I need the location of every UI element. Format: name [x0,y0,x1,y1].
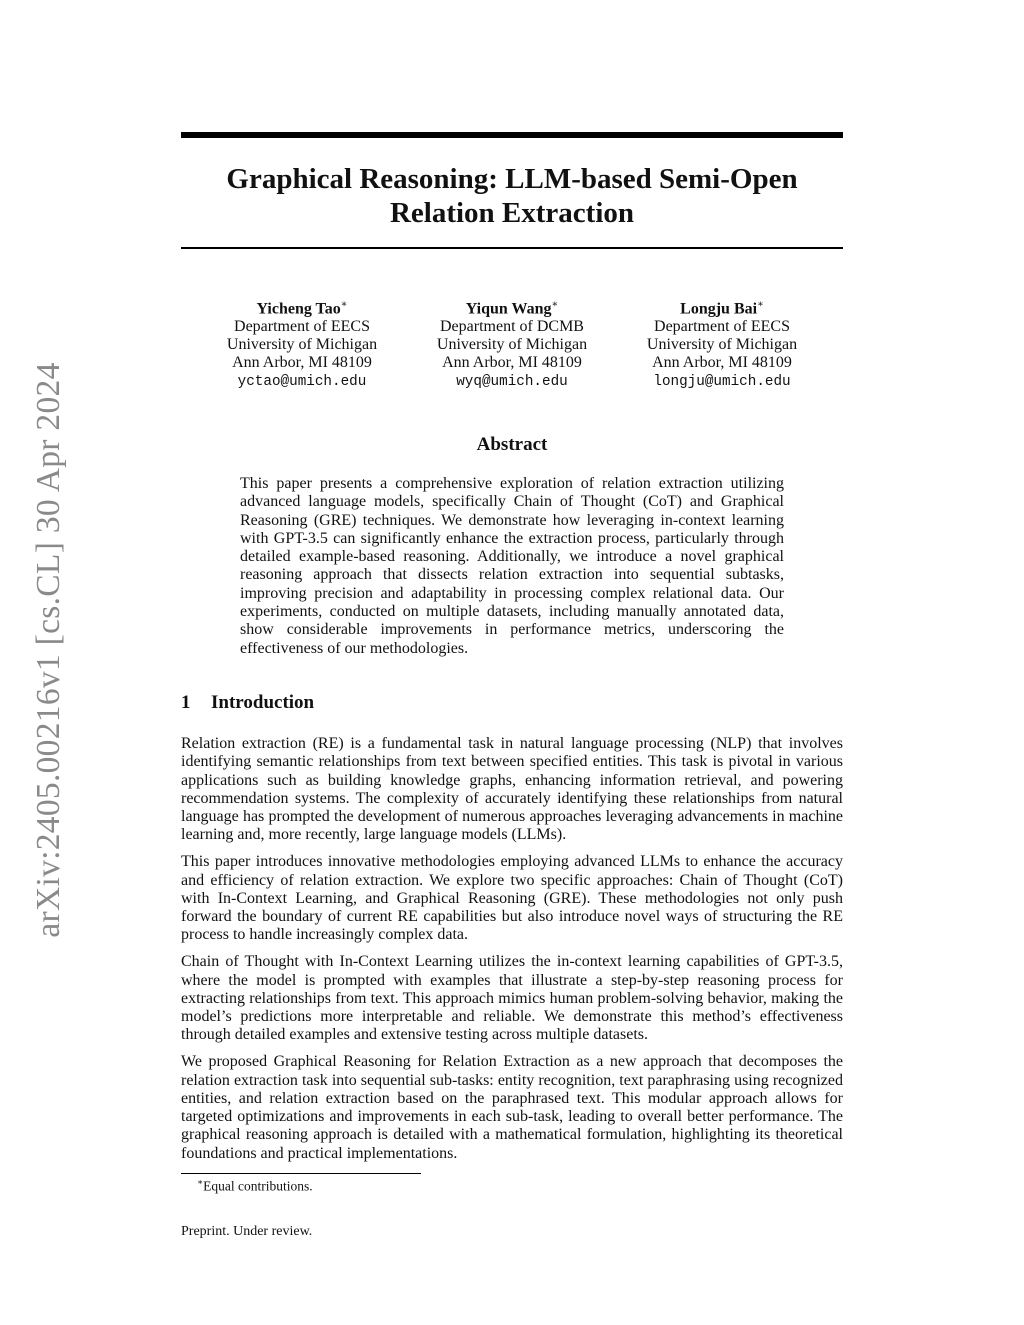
paragraph: Chain of Thought with In-Context Learning utilizes the in-context learning capabilities of GPT-3.5, where the model is prompted with examples that illustrate a step-by-step reasoning process for extracting relationships from text. This approach mimics human problem-solving behavior, making the model’s predictions more interpretable and reliable. We demonstrate this method’s effectiveness through detailed examples and extensive testing across multiple datasets. [181,953,843,1044]
abstract-heading: Abstract [476,434,548,455]
author-name: Yicheng Tao∗ [256,299,348,318]
paragraph: We proposed Graphical Reasoning for Relation Extraction as a new approach that decomposes the relation extraction task into sequential sub-tasks: entity recognition, text paraphrasing using recognized entities, and relation extraction based on the paraphrased text. This modular approach allows for targeted optimizations and improvements in each sub-task, leading to overall better performance. The graphical reasoning approach is detailed with a mathematical formulation, highlighting its theoretical foundations and practical implementations. [181,1053,843,1162]
author-department: Department of EECS [654,318,790,336]
title-top-rule [181,132,843,138]
author-address: Ann Arbor, MI 48109 [442,354,582,372]
author-name: Longju Bai∗ [680,299,764,318]
author-email: longju@umich.edu [653,374,791,391]
footnote-rule [181,1173,421,1174]
section-heading-introduction [181,692,314,714]
author-department: Department of DCMB [440,318,584,336]
footnote [197,1177,313,1195]
author-address: Ann Arbor, MI 48109 [652,354,792,372]
introduction-body [181,735,843,1172]
abstract-text: This paper presents a comprehensive exploration of relation extraction utilizing advanced language models, specifically Chain of Thought (CoT) and Graphical Reasoning (GRE) techniques. We demonstrate how leveraging in-context learning with GPT-3.5 can significantly enhance the extraction process, particularly through detailed example-based reasoning. Additionally, we introduce a novel graphical reasoning approach that dissects relation extraction into sequential subtasks, improving precision and adaptability in processing complex relational data. Our experiments, conducted on multiple datasets, including manually annotated data, show considerable improvements in performance metrics, underscoring the effectiveness of our methodologies. [240,475,784,657]
author-email: yctao@umich.edu [237,374,367,391]
author-university: University of Michigan [646,336,798,354]
author-email: wyq@umich.edu [456,374,568,391]
title-bottom-rule [181,247,843,249]
title-line-2: Relation Extraction [389,197,635,229]
author-university: University of Michigan [226,336,378,354]
paragraph: Relation extraction (RE) is a fundamental task in natural language processing (NLP) that involves identifying semantic relationships from text between specified entities. This task is pivotal in various applications such as building knowledge graphs, enhancing information retrieval, and powering recommendation systems. The complexity of accurately identifying these relationships from natural language has prompted the development of numerous approaches leveraging advancements in machine learning and, more recently, large language models (LLMs). [181,735,843,844]
footnote-mark: ∗ [197,1177,204,1187]
paragraph: This paper introduces innovative methodologies employing advanced LLMs to enhance the accuracy and efficiency of relation extraction. We explore two specific approaches: Chain of Thought (CoT) with In-Context Learning, and Graphical Reasoning (GRE). These methodologies not only push forward the boundary of current RE capabilities but also introduce novel ways of structuring the RE process to handle increasingly complex data. [181,853,843,944]
footnote-text: Equal contributions. [203,1178,313,1194]
section-title: Introduction [211,692,315,713]
arxiv-identifier: arXiv:2405.00216v1 [cs.CL] 30 Apr 2024 [30,362,67,938]
author-block [181,296,843,396]
preprint-notice: Preprint. Under review. [181,1224,313,1239]
author-1 [192,296,412,391]
title-line-1: Graphical Reasoning: LLM-based Semi-Open [226,163,798,195]
paper-title [181,162,843,230]
author-department: Department of EECS [234,318,370,336]
author-3 [612,296,832,391]
section-number: 1 [181,692,191,713]
author-address: Ann Arbor, MI 48109 [232,354,372,372]
author-name: Yiqun Wang∗ [465,299,559,318]
author-2 [402,296,622,391]
author-university: University of Michigan [436,336,588,354]
